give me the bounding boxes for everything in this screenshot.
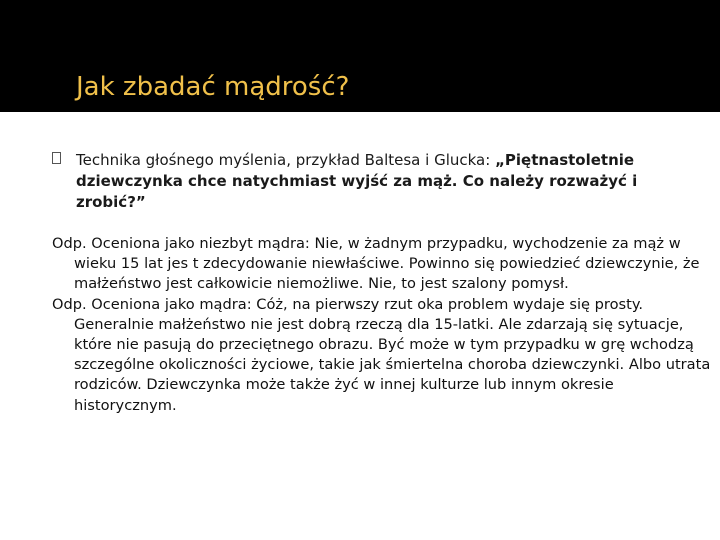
content-area [0,112,720,540]
slide-title: Jak zbadać mądrość? [76,72,350,102]
bullet-item [52,150,692,213]
bullet-intro: Technika głośnego myślenia, przykład Baltesa i Glucka: [76,151,496,169]
square-bullet-icon [52,152,61,164]
answer-wise: Odp. Oceniona jako mądra: Cóż, na pierwszy rzut oka problem wydaje się prosty. Generalnie małżeństwo nie jest dobrą rzeczą dla 15-latki. Ale zdarzają się sytuacje, które nie pasują do przeciętnego obrazu. Być może w tym przypadku w grę wchodzą szczególne okoliczności życiowe, takie jak śmiertelna choroba dziewczynki. Albo utrata rodziców. Dziewczynka może także żyć w innej kulturze lub innym okresie historycznym. [52,295,711,414]
answers-block [52,234,712,416]
bullet-text [76,150,692,213]
bullet-question: „Piętnastoletnie dziewczynka chce natychmiast wyjść za mąż. Co należy rozważyć i zrobić?” [76,151,638,211]
answer-unwise: Odp. Oceniona jako niezbyt mądra: Nie, w żadnym przypadku, wychodzenie za mąż w wieku 15 lat jes t zdecydowanie niewłaściwe. Powinno się powiedzieć dziewczynie, że małżeństwo jest całkowicie niemożliwe. Nie, to jest szalony pomysł. [52,235,700,293]
title-band [0,0,720,112]
